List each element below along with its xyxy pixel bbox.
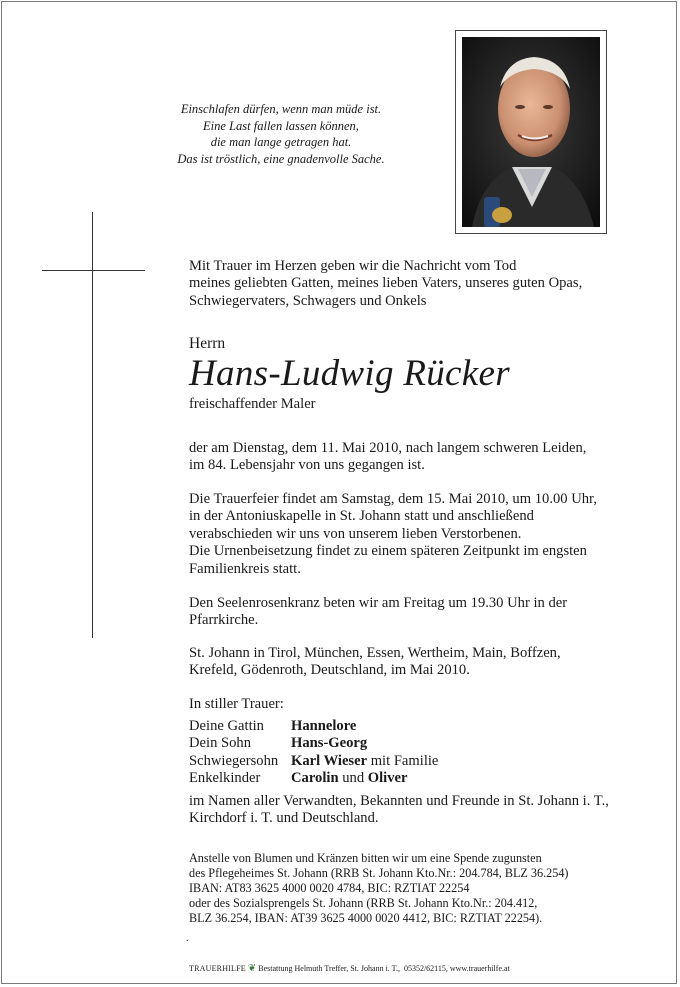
list-item: [189, 770, 438, 787]
mourner-connector: und: [338, 770, 368, 787]
mourner-role: Schwiegersohn: [189, 752, 279, 769]
ceremony-line: Familienkreis statt.: [189, 560, 301, 577]
donation-line: Anstelle von Blumen und Kränzen bitten wir um eine Spende zugunsten: [189, 851, 542, 865]
list-item: [189, 753, 438, 770]
rosary-line: Den Seelenrosenkranz beten wir am Freitag um 19.30 Uhr in der: [189, 595, 568, 611]
poem-line: Einschlafen dürfen, wenn man müde ist.: [180, 102, 382, 116]
donation-text: [189, 851, 569, 926]
mourners-list: [189, 718, 438, 788]
donation-line: IBAN: AT83 3625 4000 0020 4784, BIC: RZTIAT 22254: [189, 880, 470, 895]
footer: [189, 964, 510, 974]
ceremony-line: Die Trauerfeier findet am Samstag, dem 15. Mai 2010, um 10.00 Uhr,: [189, 491, 597, 507]
rosary-line: Pfarrkirche.: [189, 612, 259, 629]
places-line: Krefeld, Gödenroth, Deutschland, im Mai 2010.: [189, 662, 470, 679]
deceased-name: Hans-Ludwig Rücker: [189, 353, 510, 394]
donation-line: BLZ 36.254, IBAN: AT39 3625 4000 0020 4412, BIC: RZTIAT 22254).: [189, 910, 543, 925]
mourners-heading: In stiller Trauer:: [189, 696, 284, 712]
portrait-photo: [462, 37, 600, 227]
donation-line: des Pflegeheimes St. Johann (RRB St. Johann Kto.Nr.: 204.784, BLZ 36.254): [189, 865, 569, 880]
announcement-line: meines geliebten Gatten, meines lieben Vaters, unseres guten Opas,: [189, 275, 583, 292]
mourner-role: Dein Sohn: [189, 735, 252, 752]
closing-line: im Namen aller Verwandten, Bekannten und Freunde in St. Johann i. T.,: [189, 793, 609, 809]
ceremony-line: verabschieden wir uns von unserem lieben Verstorbenen.: [189, 525, 522, 542]
ceremony-line: Die Urnenbeisetzung findet zu einem späteren Zeitpunkt im engsten: [189, 543, 587, 560]
ceremony-line: in der Antoniuskapelle in St. Johann statt und anschließend: [189, 508, 534, 525]
mourner-suffix: mit Familie: [367, 752, 439, 769]
poem-line: Eine Last fallen lassen können,: [203, 118, 359, 133]
death-notice-line: im 84. Lebensjahr von uns gegangen ist.: [189, 457, 425, 474]
places-line: St. Johann in Tirol, München, Essen, Wertheim, Main, Boffzen,: [189, 645, 561, 661]
death-notice-line: der am Dienstag, dem 11. Mai 2010, nach langem schweren Leiden,: [189, 440, 587, 456]
stray-dot: .: [186, 933, 189, 944]
mourner-name: Hans-Georg: [291, 735, 368, 752]
announcement-text: [189, 258, 582, 310]
poem-line: Das ist tröstlich, eine gnadenvolle Sache.: [177, 151, 385, 166]
list-item: [189, 735, 438, 752]
mourner-role: Enkelkinder: [189, 770, 261, 787]
closing-line: Kirchdorf i. T. und Deutschland.: [189, 810, 379, 827]
announcement-line: Schwiegervaters, Schwagers und Onkels: [189, 292, 427, 309]
mourner-name: Carolin: [291, 770, 339, 787]
leaf-icon: ❦: [247, 963, 257, 974]
profession: freischaffender Maler: [189, 396, 316, 412]
places-text: [189, 645, 561, 680]
footer-text: Bestattung Helmuth Treffer, St. Johann i. T., 05352/62115, www.trauerhilfe.at: [256, 964, 510, 973]
mourner-name: Oliver: [367, 770, 408, 787]
donation-line: oder des Sozialsprengels St. Johann (RRB St. Johann Kto.Nr.: 204.412,: [189, 895, 538, 910]
mourner-role: Deine Gattin: [189, 718, 264, 734]
mourner-name: Hannelore: [291, 718, 357, 734]
cross-vertical-line: [92, 212, 93, 638]
rosary-text: [189, 595, 567, 630]
mourners-closing: [189, 793, 609, 828]
poem-line: die man lange getragen hat.: [210, 135, 352, 149]
cross-horizontal-line: [42, 270, 145, 271]
footer-brand: TRAUERHILFE: [189, 964, 246, 973]
salutation: Herrn: [189, 335, 226, 352]
list-item: [189, 718, 438, 735]
portrait-frame: [455, 30, 607, 234]
announcement-line: Mit Trauer im Herzen geben wir die Nachricht vom Tod: [189, 258, 517, 274]
mourner-name: Karl Wieser: [291, 752, 368, 769]
poem: [150, 101, 412, 167]
death-notice: [189, 440, 586, 475]
ceremony-text: [189, 491, 597, 578]
